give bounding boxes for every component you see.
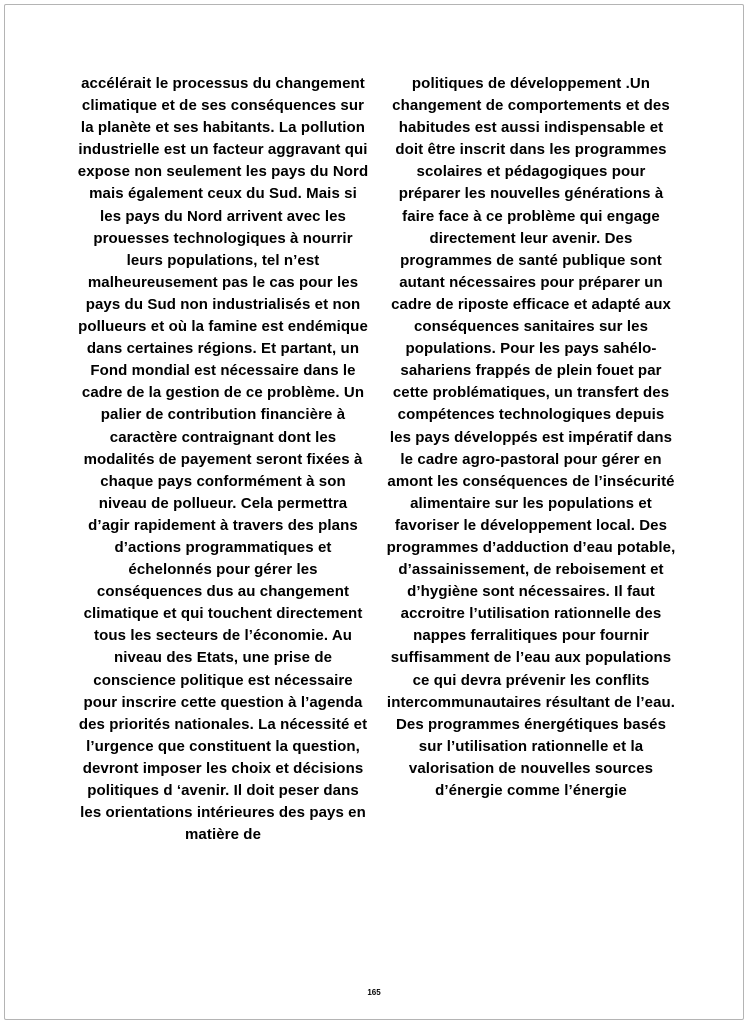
right-column-text: politiques de développement .Un changement de comportements et des habitudes est aussi indispensable et doit être inscrit dans les programmes scolaires et pédagogiques pour préparer les nouvelles générations à faire face à ce problème qui engage directement leur avenir. Des programmes de santé publique sont autant nécessaires pour préparer un cadre de riposte efficace et adapté aux conséquences sanitaires sur les populations. Pour les pays sahélo-sahariens frappés de plein fouet par cette problématiques, un transfert des compétences technologiques depuis les pays développés est impératif dans le cadre agro-pastoral pour gérer en amont les conséquences de l’insécurité alimentaire sur les populations et favoriser le développement local. Des programmes d’adduction d’eau potable, d’assainissement, de reboisement et d’hygiène sont nécessaires. Il faut accroitre l’utilisation rationnelle des nappes ferralitiques pour fournir suffisamment de l’eau aux populations ce qui devra prévenir les conflits intercommunautaires résultant de l’eau. Des programmes énergétiques basés sur l’utilisation rationnelle et la valorisation de nouvelles sources d’énergie comme l’énergie <box>386 75 676 799</box>
document-page <box>4 4 744 1020</box>
text-columns <box>77 73 677 846</box>
left-column-text: accélérait le processus du changement climatique et de ses conséquences sur la planète et ses habitants. La pollution industrielle est un facteur aggravant qui expose non seulement les pays du Nord mais également ceux du Sud. Mais si les pays du Nord arrivent avec les prouesses technologiques à nourrir leurs populations, tel n’est malheureusement pas le cas pour les pays du Sud non industrialisés et non pollueurs et où la famine est endémique dans certaines régions. Et partant, un Fond mondial est nécessaire dans le cadre de la gestion de ce problème. Un palier de contribution financière à caractère contraignant dont les modalités de payement seront fixées à chaque pays conformément à son niveau de pollueur. Cela permettra d’agir rapidement à travers des plans d’actions programmatiques et échelonnés pour gérer les conséquences dus au changement climatique et qui touchent directement tous les secteurs de l’économie. Au niveau des Etats, une prise de conscience politique est nécessaire pour inscrire cette question à l’agenda des priorités nationales. La nécessité et l’urgence que constituent la question, devront imposer les choix et décisions politiques d ‘avenir. Il doit peser dans les orientations intérieures des pays en matière de <box>77 75 369 844</box>
page-number: 165 <box>367 988 381 997</box>
